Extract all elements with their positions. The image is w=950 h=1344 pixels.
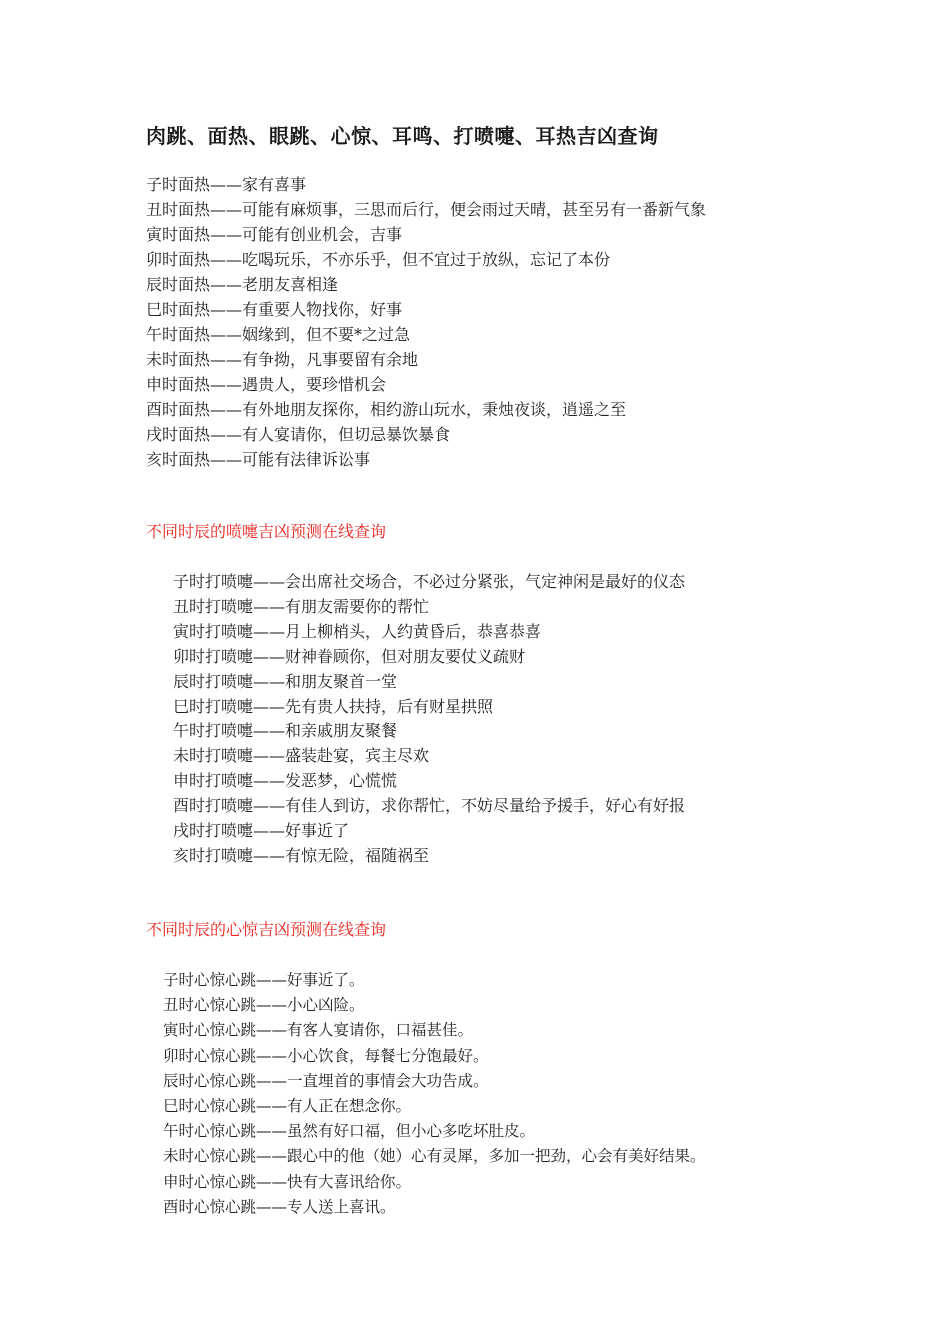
list-item: 寅时面热——可能有创业机会，吉事 bbox=[146, 225, 403, 244]
list-item: 巳时面热——有重要人物找你，好事 bbox=[146, 300, 403, 319]
list-item: 子时面热——家有喜事 bbox=[146, 175, 307, 194]
sneeze-list bbox=[173, 570, 685, 869]
list-item: 午时心惊心跳——虽然有好口福，但小心多吃坏肚皮。 bbox=[163, 1122, 536, 1141]
list-item: 酉时打喷嚏——有佳人到访，求你帮忙，不妨尽量给予援手，好心有好报 bbox=[173, 796, 686, 816]
list-item: 辰时心惊心跳——一直埋首的事情会大功告成。 bbox=[163, 1071, 489, 1090]
list-item: 申时打喷嚏——发恶梦，心慌慌 bbox=[173, 771, 398, 791]
list-item: 未时心惊心跳——跟心中的他（她）心有灵犀，多加一把劲，心会有美好结果。 bbox=[163, 1147, 706, 1166]
list-item: 丑时面热——可能有麻烦事，三思而后行，便会雨过天晴，甚至另有一番新气象 bbox=[146, 200, 707, 219]
document-title: 肉跳、面热、眼跳、心惊、耳鸣、打喷嚏、耳热吉凶查询 bbox=[146, 124, 659, 148]
heart-fright-section-heading[interactable]: 不同时辰的心惊吉凶预测在线查询 bbox=[146, 920, 387, 939]
list-item: 酉时心惊心跳——专人送上喜讯。 bbox=[163, 1197, 396, 1216]
list-item: 酉时面热——有外地朋友探你，相约游山玩水，秉烛夜谈，逍遥之至 bbox=[146, 400, 627, 419]
list-item: 未时打喷嚏——盛装赴宴，宾主尽欢 bbox=[173, 746, 430, 766]
list-item: 巳时打喷嚏——先有贵人扶持，后有财星拱照 bbox=[173, 696, 494, 716]
list-item: 亥时打喷嚏——有惊无险，福随祸至 bbox=[173, 845, 430, 865]
list-item: 巳时心惊心跳——有人正在想念你。 bbox=[163, 1097, 412, 1116]
list-item: 子时心惊心跳——好事近了。 bbox=[163, 971, 365, 989]
list-item: 午时打喷嚏——和亲戚朋友聚餐 bbox=[173, 721, 398, 741]
sneeze-section-heading[interactable]: 不同时辰的喷嚏吉凶预测在线查询 bbox=[146, 522, 387, 541]
list-item: 卯时面热——吃喝玩乐，不亦乐乎，但不宜过于放纵，忘记了本份 bbox=[146, 250, 611, 269]
list-item: 戌时打喷嚏——好事近了 bbox=[173, 821, 350, 841]
list-item: 午时面热——姻缘到，但不要*之过急 bbox=[146, 325, 411, 344]
list-item: 丑时心惊心跳——小心凶险。 bbox=[163, 996, 365, 1015]
list-item: 亥时面热——可能有法律诉讼事 bbox=[146, 450, 371, 469]
list-item: 申时面热——遇贵人，要珍惜机会 bbox=[146, 375, 387, 394]
list-item: 未时面热——有争拗，凡事要留有余地 bbox=[146, 350, 419, 369]
list-item: 寅时打喷嚏——月上柳梢头，人约黄昏后，恭喜恭喜 bbox=[173, 621, 542, 641]
face-heat-list bbox=[146, 172, 706, 472]
heart-fright-list bbox=[163, 968, 706, 1220]
list-item: 辰时打喷嚏——和朋友聚首一堂 bbox=[173, 671, 398, 691]
list-item: 辰时面热——老朋友喜相逢 bbox=[146, 275, 339, 294]
list-item: 丑时打喷嚏——有朋友需要你的帮忙 bbox=[173, 596, 430, 616]
list-item: 卯时打喷嚏——财神眷顾你，但对朋友要仗义疏财 bbox=[173, 646, 526, 666]
list-item: 申时心惊心跳——快有大喜讯给你。 bbox=[163, 1172, 412, 1191]
list-item: 子时打喷嚏——会出席社交场合，不必过分紧张，气定神闲是最好的仪态 bbox=[173, 572, 686, 591]
list-item: 戌时面热——有人宴请你，但切忌暴饮暴食 bbox=[146, 425, 451, 444]
list-item: 卯时心惊心跳——小心饮食，每餐七分饱最好。 bbox=[163, 1046, 489, 1065]
list-item: 寅时心惊心跳——有客人宴请你，口福甚佳。 bbox=[163, 1021, 474, 1040]
